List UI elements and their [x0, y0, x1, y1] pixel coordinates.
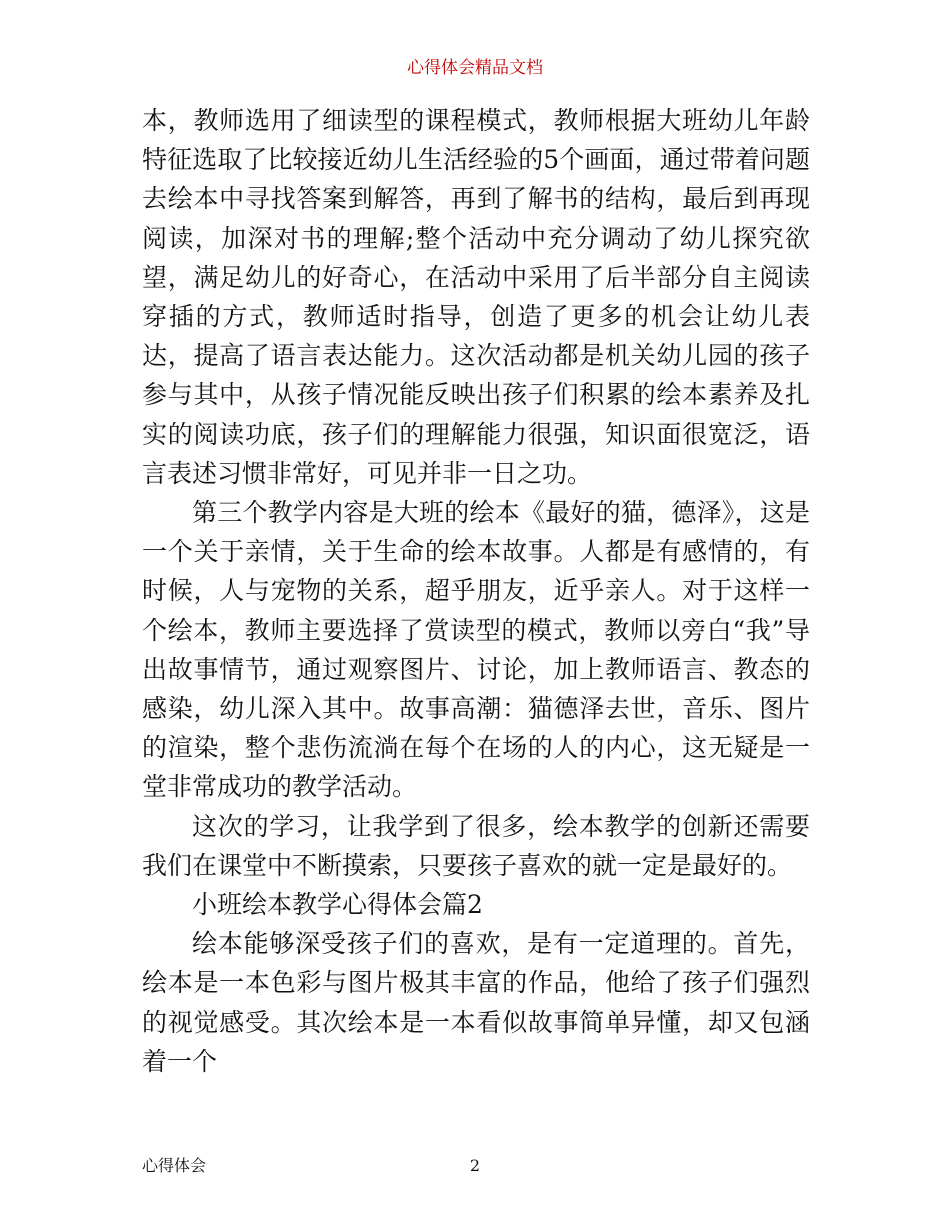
paragraph-3: 这次的学习，让我学到了很多，绘本教学的创新还需要我们在课堂中不断摸索，只要孩子喜欢的就一定是最好的。	[142, 811, 810, 880]
paragraph-2: 第三个教学内容是大班的绘本《最好的猫，德泽》，这是一个关于亲情，关于生命的绘本故事。人都是有感情的，有时候，人与宠物的关系，超乎朋友，近乎亲人。对于这样一个绘本，教师主要选择了赏读型的模式，教师以旁白“我”导出故事情节，通过观察图片、讨论，加上教师语言、教态的感染，幼儿深入其中。故事高潮：猫德泽去世，音乐、图片的渲染，整个悲伤流淌在每个在场的人的内心，这无疑是一堂非常成功的教学活动。	[142, 498, 810, 802]
page-number: 2	[469, 1156, 481, 1175]
paragraph-1: 本，教师选用了细读型的课程模式，教师根据大班幼儿年龄特征选取了比较接近幼儿生活经验的5个画面，通过带着问题去绘本中寻找答案到解答，再到了解书的结构，最后到再现阅读，加深对书的理解;整个活动中充分调动了幼儿探究欲望，满足幼儿的好奇心，在活动中采用了后半部分自主阅读穿插的方式，教师适时指导，创造了更多的机会让幼儿表达，提高了语言表达能力。这次活动都是机关幼儿园的孩子参与其中，从孩子情况能反映出孩子们积累的绘本素养及扎实的阅读功底，孩子们的理解能力很强，知识面很宽泛，语言表述习惯非常好，可见并非一日之功。	[142, 106, 810, 488]
section-heading: 小班绘本教学心得体会篇2	[192, 890, 483, 920]
document-body	[142, 101, 810, 1081]
page-header-title: 心得体会精品文档	[407, 58, 543, 78]
footer-label: 心得体会	[142, 1156, 207, 1175]
paragraph-4: 绘本能够深受孩子们的喜欢，是有一定道理的。首先，绘本是一本色彩与图片极其丰富的作品，他给了孩子们强烈的视觉感受。其次绘本是一本看似故事简单异懂，却又包涵着一个	[142, 929, 810, 1076]
